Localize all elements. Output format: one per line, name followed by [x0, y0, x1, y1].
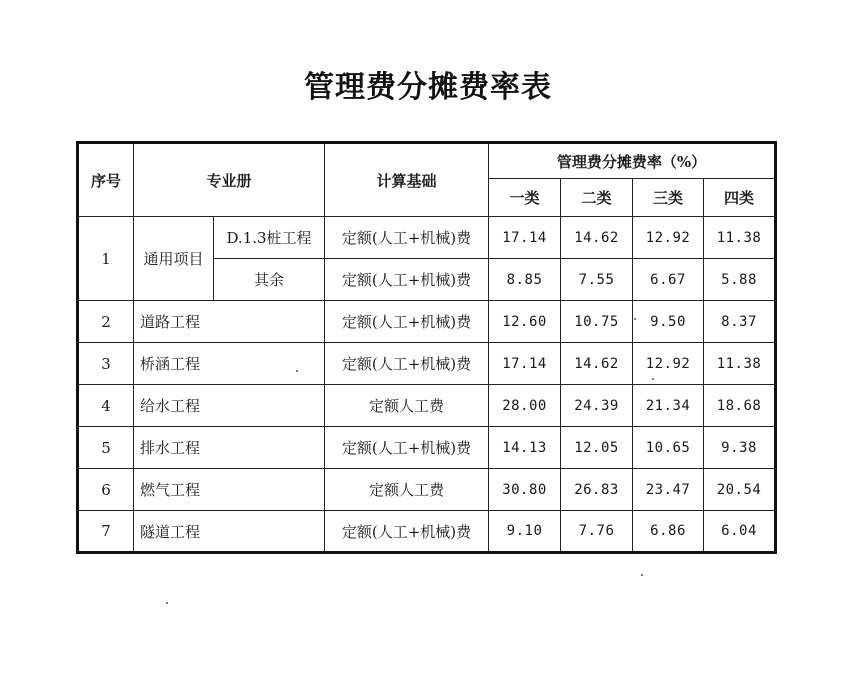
rate-cell: 23.47	[633, 469, 704, 511]
basis-cell: 定额(人工+机械)费	[325, 511, 489, 553]
scan-speck	[634, 318, 636, 320]
rate-cell: 8.85	[489, 259, 561, 301]
rate-cell: 7.76	[561, 511, 633, 553]
rate-cell: 9.50	[633, 301, 704, 343]
rate-cell: 11.38	[704, 217, 776, 259]
table-row	[78, 385, 776, 427]
rate-cell: 17.14	[489, 343, 561, 385]
header-basis: 计算基础	[325, 143, 489, 217]
header-rate-group: 管理费分摊费率（%）	[489, 143, 776, 179]
specialty-cell: 燃气工程	[134, 469, 325, 511]
rate-cell: 7.55	[561, 259, 633, 301]
table-row	[78, 469, 776, 511]
table-row	[78, 343, 776, 385]
seq-cell: 3	[78, 343, 134, 385]
specialty-cell: 桥涵工程	[134, 343, 325, 385]
seq-cell: 5	[78, 427, 134, 469]
rate-cell: 26.83	[561, 469, 633, 511]
rate-cell: 17.14	[489, 217, 561, 259]
rate-cell: 14.62	[561, 343, 633, 385]
scan-speck	[641, 574, 643, 576]
basis-cell: 定额(人工+机械)费	[325, 301, 489, 343]
rate-cell: 12.92	[633, 217, 704, 259]
table-row	[78, 511, 776, 553]
rate-cell: 12.60	[489, 301, 561, 343]
rate-cell: 6.86	[633, 511, 704, 553]
specialty-cell: 道路工程	[134, 301, 325, 343]
specialty-cell: 排水工程	[134, 427, 325, 469]
seq-cell: 2	[78, 301, 134, 343]
header-seq: 序号	[78, 143, 134, 217]
table-row	[78, 301, 776, 343]
rate-table	[76, 141, 777, 554]
seq-cell: 6	[78, 469, 134, 511]
page-title: 管理费分摊费率表	[304, 70, 552, 105]
rate-cell: 10.65	[633, 427, 704, 469]
basis-cell: 定额(人工+机械)费	[325, 217, 489, 259]
basis-cell: 定额(人工+机械)费	[325, 427, 489, 469]
specialty-cell: 通用项目	[134, 217, 214, 301]
basis-cell: 定额(人工+机械)费	[325, 259, 489, 301]
rate-cell: 11.38	[704, 343, 776, 385]
rate-cell: 14.13	[489, 427, 561, 469]
rate-cell: 28.00	[489, 385, 561, 427]
rate-cell: 10.75	[561, 301, 633, 343]
rate-cell: 20.54	[704, 469, 776, 511]
rate-cell: 9.10	[489, 511, 561, 553]
rate-cell: 12.05	[561, 427, 633, 469]
basis-cell: 定额人工费	[325, 469, 489, 511]
rate-cell: 24.39	[561, 385, 633, 427]
rate-cell: 6.67	[633, 259, 704, 301]
scan-speck	[166, 602, 168, 604]
header-category-1: 一类	[489, 179, 561, 217]
scan-speck	[652, 378, 654, 380]
header-category-2: 二类	[561, 179, 633, 217]
specialty-cell: 隧道工程	[134, 511, 325, 553]
seq-cell: 7	[78, 511, 134, 553]
specialty-cell: 给水工程	[134, 385, 325, 427]
sub-specialty-cell: D.1.3桩工程	[214, 217, 325, 259]
rate-cell: 18.68	[704, 385, 776, 427]
basis-cell: 定额人工费	[325, 385, 489, 427]
rate-cell: 30.80	[489, 469, 561, 511]
rate-cell: 5.88	[704, 259, 776, 301]
table-row	[78, 427, 776, 469]
header-specialty: 专业册	[134, 143, 325, 217]
header-category-3: 三类	[633, 179, 704, 217]
rate-cell: 6.04	[704, 511, 776, 553]
rate-cell: 9.38	[704, 427, 776, 469]
table-row	[78, 217, 776, 259]
header-row	[78, 143, 776, 179]
sub-specialty-cell: 其余	[214, 259, 325, 301]
rate-cell: 21.34	[633, 385, 704, 427]
rate-cell: 12.92	[633, 343, 704, 385]
basis-cell: 定额(人工+机械)费	[325, 343, 489, 385]
seq-cell: 4	[78, 385, 134, 427]
rate-cell: 8.37	[704, 301, 776, 343]
header-category-4: 四类	[704, 179, 776, 217]
scan-speck	[296, 370, 298, 372]
rate-cell: 14.62	[561, 217, 633, 259]
seq-cell: 1	[78, 217, 134, 301]
